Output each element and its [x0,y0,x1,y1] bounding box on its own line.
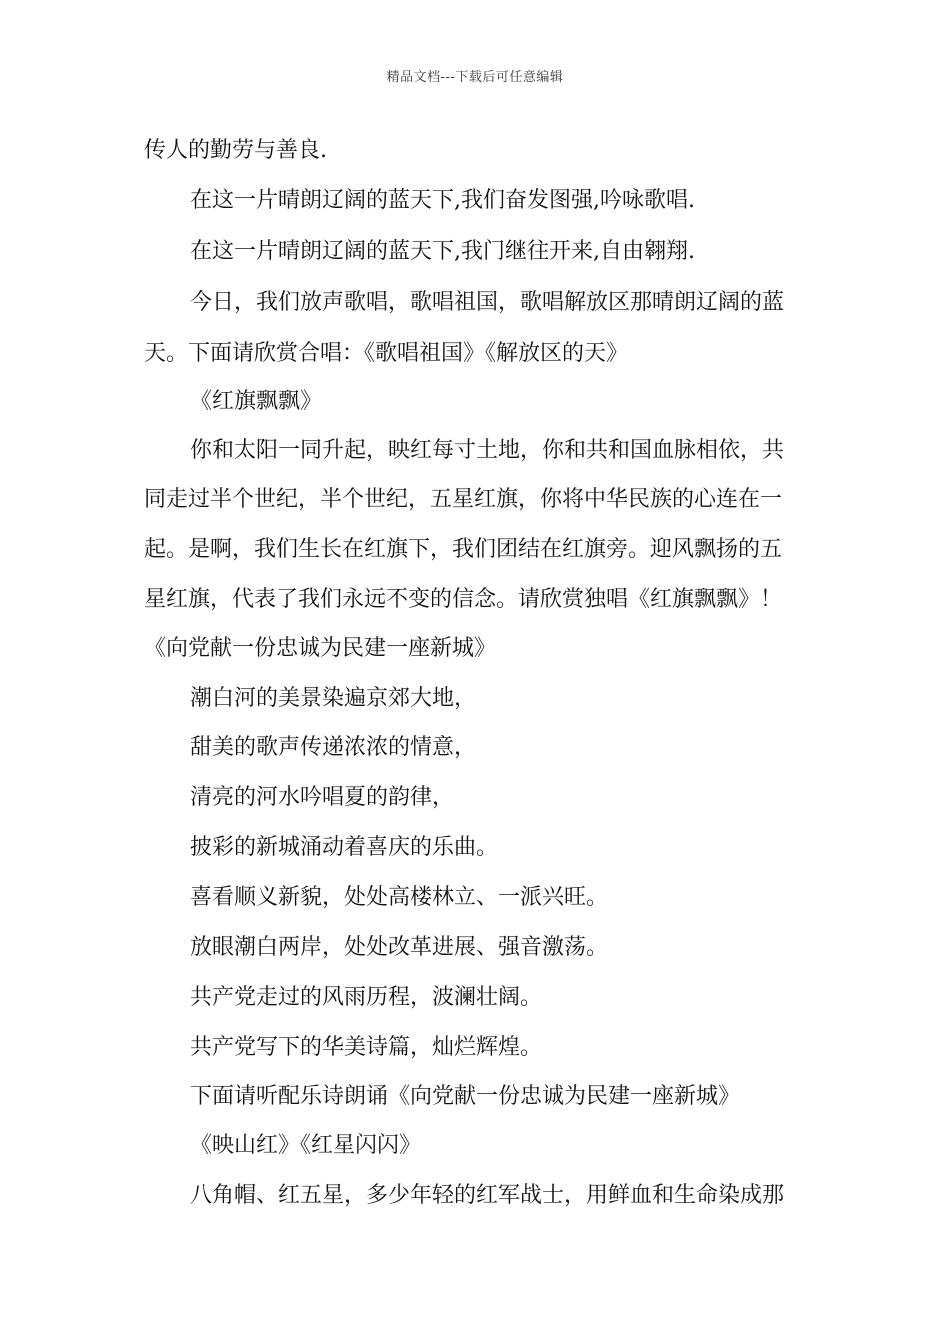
text-line: 在这一片晴朗辽阔的蓝天下,我们奋发图强,吟咏歌唱. [190,188,695,213]
text-line: 清亮的河水吟唱夏的韵律， [190,785,455,810]
text-line: 披彩的新城涌动着喜庆的乐曲。 [190,835,499,860]
text-line: 传人的勤劳与善良. [144,138,327,163]
text-line: 甜美的歌声传递浓浓的情意， [190,735,477,760]
text-line: 天。下面请欣赏合唱：《歌唱祖国》《解放区的天》 [144,341,629,366]
text-line: 共产党走过的风雨历程，波澜壮阔。 [190,985,543,1010]
text-line: 喜看顺义新貌，处处高楼林立、一派兴旺。 [190,885,609,910]
text-line: 共产党写下的华美诗篇，灿烂辉煌。 [190,1035,543,1060]
page-header: 精品文档---下载后可任意编辑 [386,70,564,85]
text-line: 同走过半个世纪，半个世纪，五星红旗，你将中华民族的心连在一 [144,487,783,512]
text-line: 起。是啊，我们生长在红旗下，我们团结在红旗旁。迎风飘扬的五 [144,537,783,562]
text-line: 八角帽、红五星，多少年轻的红军战士，用鲜血和生命染成那 [190,1183,785,1208]
text-line: 你和太阳一同升起，映红每寸土地，你和共和国血脉相依，共 [190,438,785,463]
text-line: 潮白河的美景染遍京郊大地， [190,686,477,711]
text-line: 《向党献一份忠诚为民建一座新城》 [144,636,497,661]
text-line: 《红旗飘飘》 [190,389,323,414]
text-line: 在这一片晴朗辽阔的蓝天下,我门继往开来,自由翱翔. [190,239,695,264]
text-line: 放眼潮白两岸，处处改革进展、强音激荡。 [190,935,609,960]
text-line: 今日，我们放声歌唱，歌唱祖国，歌唱解放区那晴朗辽阔的蓝 [190,290,785,315]
text-line: 《映山红》《红星闪闪》 [190,1133,422,1158]
text-line: 下面请听配乐诗朗诵《向党献一份忠诚为民建一座新城》 [190,1084,741,1109]
text-line: 星红旗，代表了我们永远不变的信念。请欣赏独唱《红旗飘飘》！ [144,587,783,612]
